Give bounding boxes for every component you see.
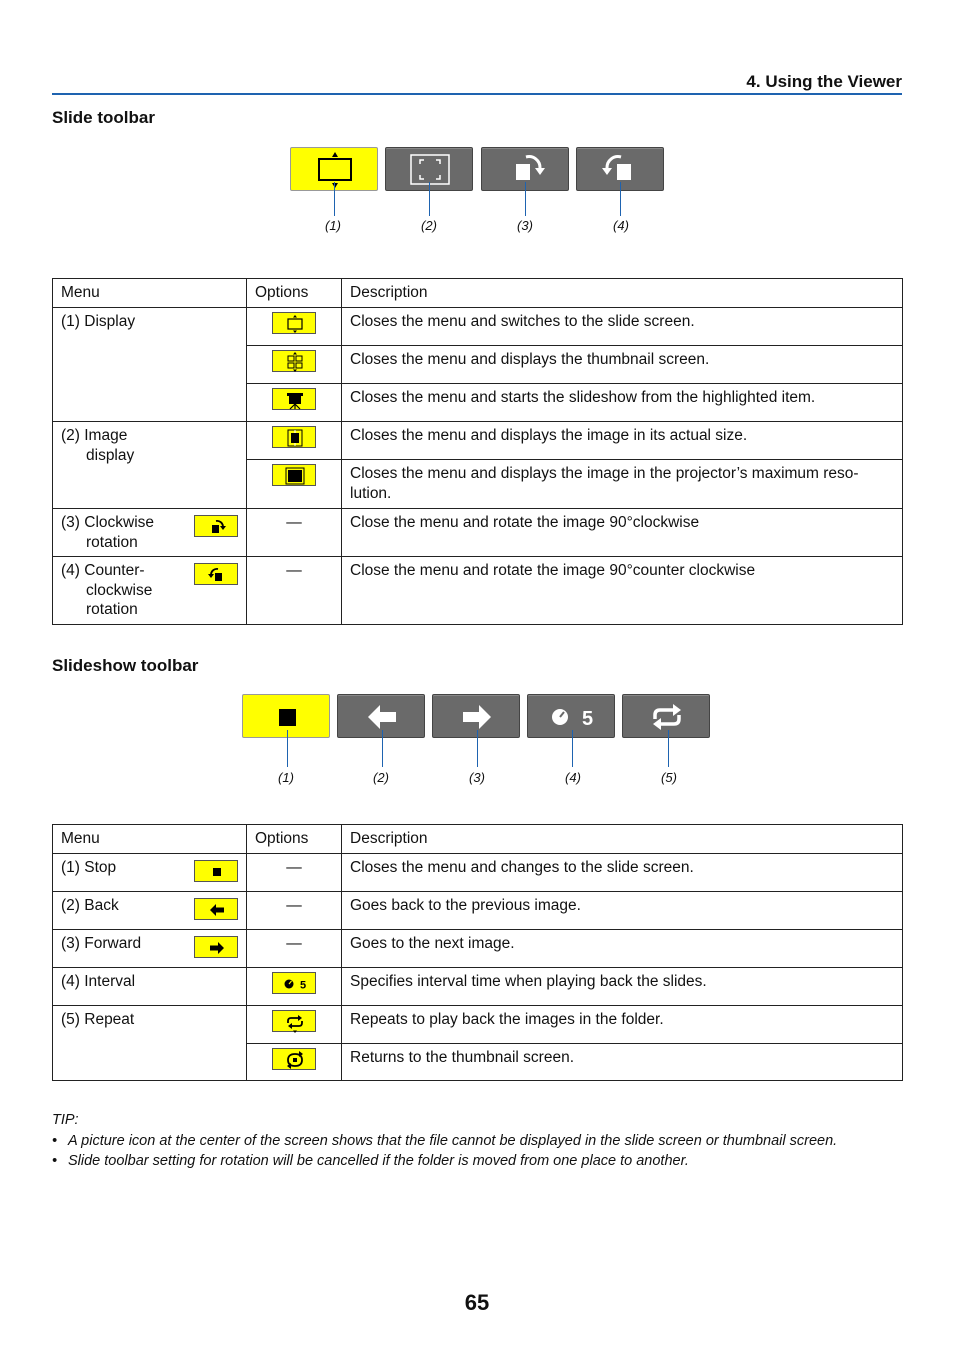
fit-screen-icon xyxy=(386,148,474,192)
option-cell xyxy=(247,1044,342,1081)
slide-screen-option[interactable] xyxy=(272,312,316,334)
callout-label: (2) xyxy=(421,218,437,233)
counterclockwise-mini-button xyxy=(194,563,238,585)
option-cell xyxy=(247,968,342,1006)
tip-bullet xyxy=(52,1131,902,1152)
slideshow-icon xyxy=(273,389,317,411)
repeat-option[interactable] xyxy=(272,1010,316,1032)
menu-image-display xyxy=(53,422,247,509)
desc-cell: Closes the menu and changes to the slide screen. xyxy=(342,854,903,892)
table-row xyxy=(53,892,903,930)
callout-label: (5) xyxy=(661,770,677,785)
table-row xyxy=(53,968,903,1006)
callout-line xyxy=(477,730,478,767)
max-resolution-icon xyxy=(273,465,317,487)
thumbnail-option[interactable] xyxy=(272,350,316,372)
interval-button[interactable] xyxy=(527,694,615,738)
menu-label: (1) Stop xyxy=(61,859,117,876)
menu-forward xyxy=(53,930,247,968)
option-cell: — xyxy=(247,930,342,968)
table-row xyxy=(53,509,903,557)
desc-cell: Goes to the next image. xyxy=(342,930,903,968)
menu-label-cont: clockwise xyxy=(86,581,153,599)
table-header-row xyxy=(53,279,903,308)
callout-label: (3) xyxy=(469,770,485,785)
repeat-icon xyxy=(273,1011,317,1033)
forward-button[interactable] xyxy=(432,694,520,738)
table-row xyxy=(53,557,903,625)
back-mini-button xyxy=(194,898,238,920)
desc-cell: Specifies interval time when playing back the slides. xyxy=(342,968,903,1006)
menu-label-cont: display xyxy=(86,446,135,464)
slideshow-toolbar-table xyxy=(52,824,903,1081)
arrow-right-icon xyxy=(195,937,239,959)
menu-label: (4) Counter- xyxy=(61,562,145,579)
back-button[interactable] xyxy=(337,694,425,738)
stop-button[interactable] xyxy=(242,694,330,738)
interval-value: 5 xyxy=(582,708,594,730)
repeat-button[interactable] xyxy=(622,694,710,738)
table-row xyxy=(53,308,903,346)
header-rule xyxy=(52,93,902,95)
menu-display: (1) Display xyxy=(53,308,247,422)
callout-line xyxy=(334,182,335,216)
slide-toolbar-table xyxy=(52,278,903,625)
page-number: 65 xyxy=(464,1290,490,1315)
desc-cell: Closes the menu and switches to the slide screen. xyxy=(342,308,903,346)
callout-label: (1) xyxy=(325,218,341,233)
option-cell xyxy=(247,422,342,460)
bullet-dot: • xyxy=(52,1153,58,1169)
callout-line xyxy=(668,730,669,767)
option-cell: — xyxy=(247,854,342,892)
desc-cell: Goes back to the previous image. xyxy=(342,892,903,930)
menu-repeat: (5) Repeat xyxy=(53,1006,247,1081)
header-options: Options xyxy=(247,825,342,854)
callout-line xyxy=(620,182,621,216)
table-row xyxy=(53,422,903,460)
repeat-icon xyxy=(623,695,711,739)
menu-clockwise xyxy=(53,509,247,557)
callout-label: (1) xyxy=(278,770,294,785)
tip-block xyxy=(52,1110,902,1172)
slide-toolbar-heading: Slide toolbar xyxy=(52,108,155,127)
slideshow-toolbar-heading: Slideshow toolbar xyxy=(52,656,199,675)
desc-cell: Close the menu and rotate the image 90°clockwise xyxy=(342,509,903,557)
header-description: Description xyxy=(342,279,903,308)
callout-line xyxy=(287,730,288,767)
menu-label-cont: rotation xyxy=(86,601,138,618)
rotate-counterclockwise-icon xyxy=(195,564,239,586)
clockwise-mini-button xyxy=(194,515,238,537)
menu-stop xyxy=(53,854,247,892)
menu-label: (3) Forward xyxy=(61,935,142,952)
table-row xyxy=(53,930,903,968)
callout-label: (2) xyxy=(373,770,389,785)
interval-option[interactable] xyxy=(272,972,316,994)
header-description: Description xyxy=(342,825,903,854)
max-resolution-option[interactable] xyxy=(272,464,316,486)
tip-bullet xyxy=(52,1151,902,1172)
header-options: Options xyxy=(247,279,342,308)
callout-label: (4) xyxy=(565,770,581,785)
tip-label: TIP: xyxy=(52,1112,79,1128)
desc-cell: Closes the menu and displays the image in its actual size. xyxy=(342,422,903,460)
callout-line xyxy=(525,182,526,216)
callout-line xyxy=(572,730,573,767)
interval-value: 5 xyxy=(300,979,307,992)
menu-label-cont: rotation xyxy=(86,533,138,551)
bullet-dot: • xyxy=(52,1132,58,1149)
menu-back xyxy=(53,892,247,930)
desc-cell: Repeats to play back the images in the folder. xyxy=(342,1006,903,1044)
repeat-return-icon xyxy=(273,1049,317,1071)
option-cell: — xyxy=(247,509,342,557)
menu-label: (2) Back xyxy=(61,897,119,914)
tip-bullet-text: A picture icon at the center of the screen shows that the file cannot be displayed in the slide screen or thumbnail screen. xyxy=(68,1132,838,1149)
timer-icon xyxy=(273,973,317,995)
option-cell xyxy=(247,460,342,509)
menu-counterclockwise xyxy=(53,557,247,625)
menu-interval: (4) Interval xyxy=(53,968,247,1006)
desc-cell: Closes the menu and displays the image in the projector’s maximum reso-lution. xyxy=(342,460,903,509)
forward-mini-button xyxy=(194,936,238,958)
option-cell xyxy=(247,384,342,422)
header-menu: Menu xyxy=(53,279,247,308)
desc-cell: Returns to the thumbnail screen. xyxy=(342,1044,903,1081)
actual-size-option[interactable] xyxy=(272,426,316,448)
rotate-clockwise-icon xyxy=(482,148,570,192)
arrow-left-icon xyxy=(195,899,239,921)
table-header-row xyxy=(53,825,903,854)
desc-cell: Closes the menu and displays the thumbnail screen. xyxy=(342,346,903,384)
option-cell xyxy=(247,1006,342,1044)
display-icon xyxy=(291,148,379,192)
desc-cell: Close the menu and rotate the image 90°counter clockwise xyxy=(342,557,903,625)
menu-label: (2) Image xyxy=(61,427,128,444)
option-cell xyxy=(247,308,342,346)
callout-line xyxy=(429,182,430,216)
callout-label: (3) xyxy=(517,218,533,233)
table-row xyxy=(53,1006,903,1044)
menu-label: (3) Clockwise xyxy=(61,514,155,531)
option-cell xyxy=(247,346,342,384)
callout-line xyxy=(382,730,383,767)
desc-cell: Closes the menu and starts the slideshow from the highlighted item. xyxy=(342,384,903,422)
header-menu: Menu xyxy=(53,825,247,854)
thumbnail-icon xyxy=(273,351,317,373)
return-thumbnail-option[interactable] xyxy=(272,1048,316,1070)
stop-mini-button xyxy=(194,860,238,882)
chapter-title: 4. Using the Viewer xyxy=(746,72,902,91)
option-cell: — xyxy=(247,892,342,930)
tip-bullet-text: Slide toolbar setting for rotation will be cancelled if the folder is moved from one place to another. xyxy=(68,1153,689,1169)
stop-icon xyxy=(195,861,239,883)
slideshow-option[interactable] xyxy=(272,388,316,410)
rotate-clockwise-icon xyxy=(195,516,239,538)
callout-label: (4) xyxy=(613,218,629,233)
rotate-counterclockwise-icon xyxy=(577,148,665,192)
table-row xyxy=(53,854,903,892)
option-cell: — xyxy=(247,557,342,625)
actual-size-icon xyxy=(273,427,317,449)
slide-screen-icon xyxy=(273,313,317,335)
